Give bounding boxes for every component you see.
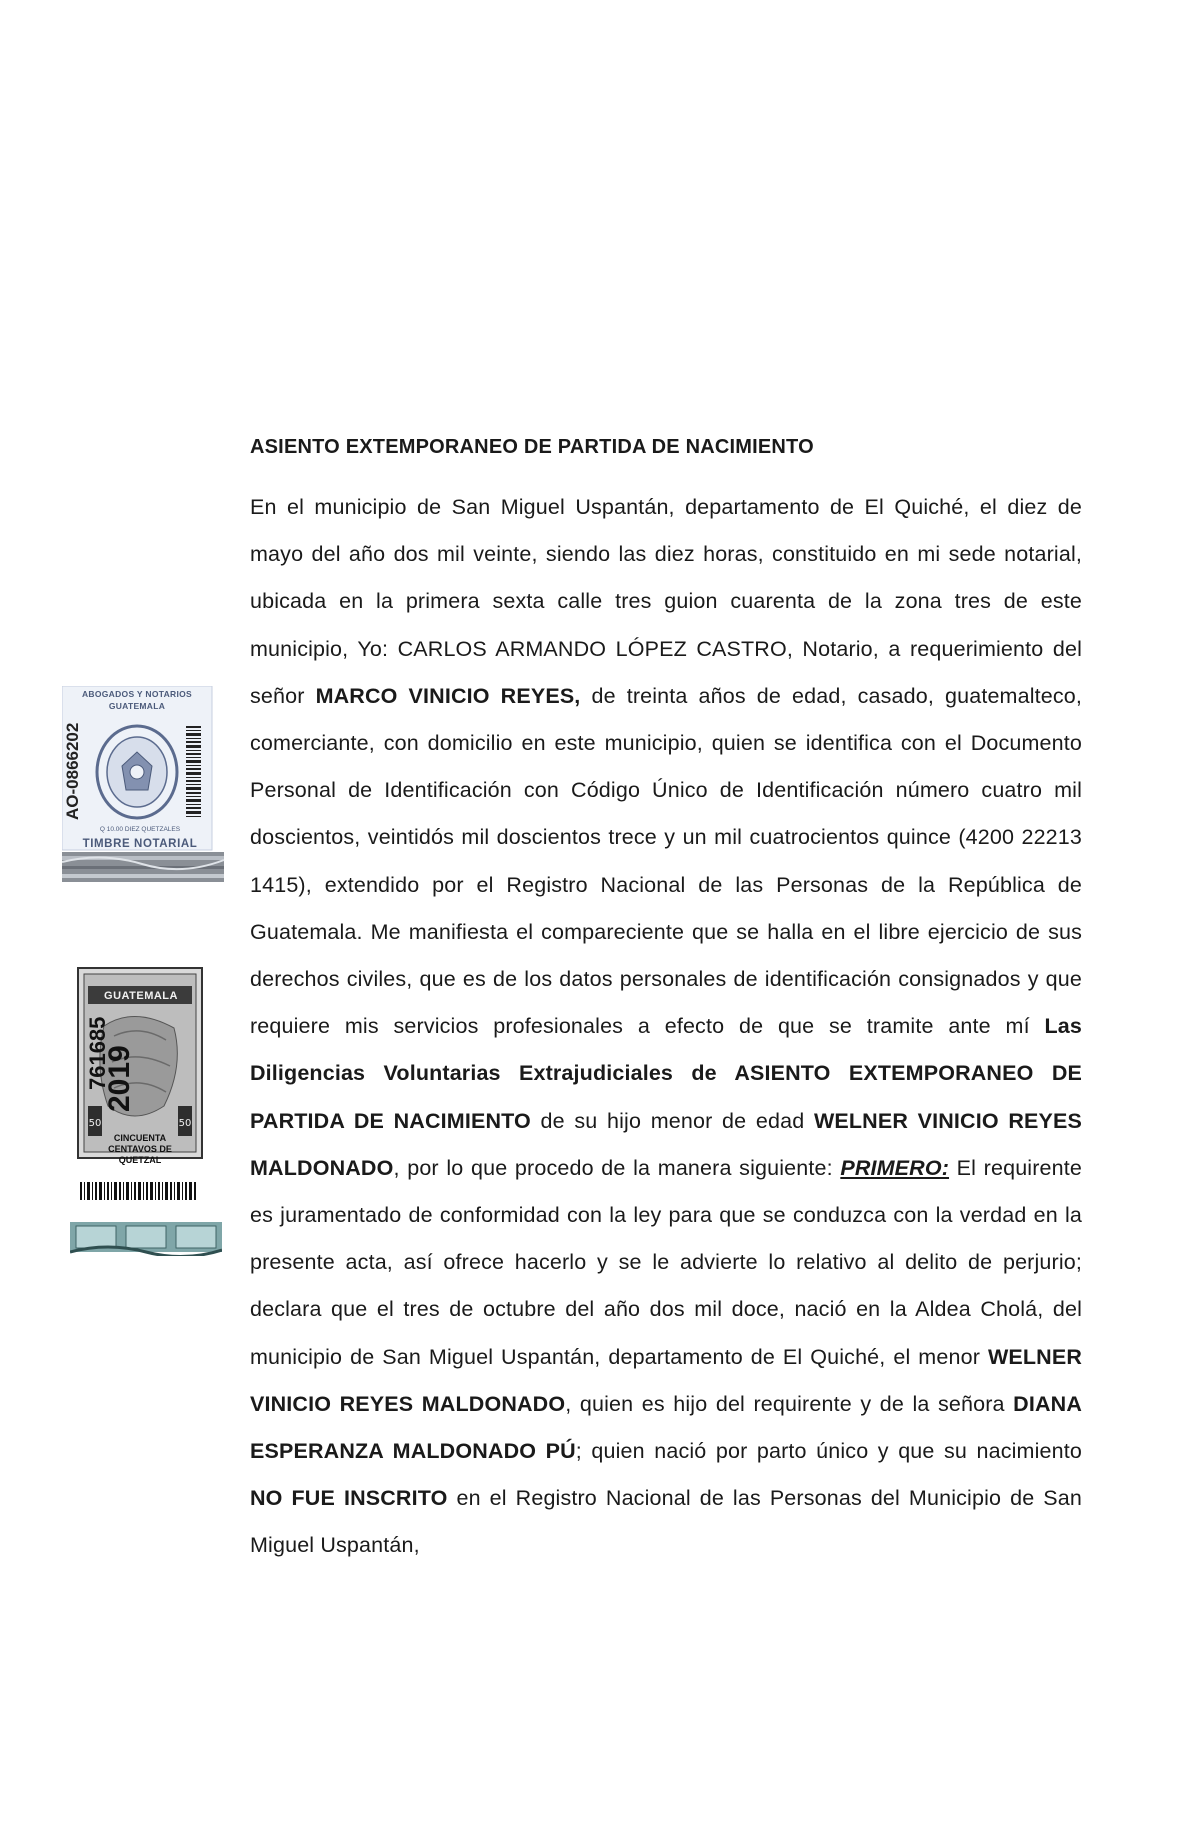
security-strip [62,852,224,882]
bold-text: WELNER VINICIO REYES MALDONADO [250,1344,1082,1416]
bold-text: NO FUE INSCRITO [250,1486,448,1511]
body-text-segment: de treinta años de edad, casado, guatemalteco, comerciante, con domicilio en este municipio, quien se identifica con el Documento Personal de Identificación con Código Único de Identificación número cuatro mil doscientos, veintidós mil doscientos trece y un mil cuatrocientos quince (4200 22213 1415), extendido por el Registro Nacional de las Personas de la República de Guatemala. Me manifiesta el compareciente que se halla en el libre ejercicio de sus derechos civiles, que es de los datos personales de identificación consignados y que requiere mis servicios profesionales a efecto de que se tramite ante mí [250,683,1083,1039]
bold-text: WELNER VINICIO REYES MALDONADO [250,1108,1082,1180]
bold-text: DIANA ESPERANZA MALDONADO PÚ [250,1391,1083,1464]
body-text-segment: de su hijo menor de edad [530,1108,814,1133]
notarial-stamp-header: ABOGADOS Y NOTARIOS GUATEMALA [81,689,193,711]
notarial-stamp-value: Q 10.00 DIEZ QUETZALES [99,826,181,833]
notarial-stamp-footer: TIMBRE NOTARIAL [82,838,198,850]
bold-text: Las Diligencias Voluntarias Extrajudiciales de ASIENTO EXTEMPORANEO DE PARTIDA DE NACIMIENTO [250,1014,1082,1133]
fiscal-security-band [70,1218,222,1261]
fiscal-stamp-year: 2019 [103,1045,136,1112]
body-text-segment: , por lo que procedo de la manera siguiente: [393,1155,841,1180]
fiscal-stamp-serial: 761685 [85,1016,110,1090]
notarial-stamp-serial: AO-0866202 [63,722,82,820]
document-title: ASIENTO EXTEMPORANEO DE PARTIDA DE NACIMIENTO [250,436,814,458]
body-text-segment: El requirente es juramentado de conformidad con la ley para que se conduzca con la verdad en la presente acta, así ofrece hacerlo y se le advierte lo relativo al delito de perjurio; declara que el tres de octubre del año dos mil doce, nació en la Aldea Cholá, del municipio de San Miguel Uspantán, departamento de El Quiché, el menor [250,1155,1082,1369]
underlined-heading: PRIMERO: [840,1155,950,1180]
notarial-stamp [62,686,228,886]
fiscal-stamp-country: GUATEMALA [104,990,178,1002]
document-body [250,484,1082,1570]
fiscal-stamp-value: CINCUENTA CENTAVOS DE QUETZAL [108,1133,172,1165]
svg-text:50: 50 [178,1118,192,1129]
fiscal-barcode [80,1182,198,1205]
body-text-segment: En el municipio de San Miguel Uspantán, departamento de El Quiché, el diez de mayo del año dos mil veinte, siendo las diez horas, constituido en mi sede notarial, ubicada en la primera sexta calle tres guion cuarenta de la zona tres de este municipio, Yo: CARLOS ARMANDO LÓPEZ CASTRO, Notario, a requerimiento del señor [250,495,1082,708]
bold-text: MARCO VINICIO REYES, [315,683,581,708]
svg-text:50: 50 [88,1118,102,1129]
body-text-segment: , quien es hijo del requirente y de la señora [565,1391,1014,1416]
body-text-segment: ; quien nació por parto único y que su nacimiento [575,1439,1082,1464]
body-text-segment: en el Registro Nacional de las Personas del Municipio de San Miguel Uspantán, [250,1486,1082,1558]
